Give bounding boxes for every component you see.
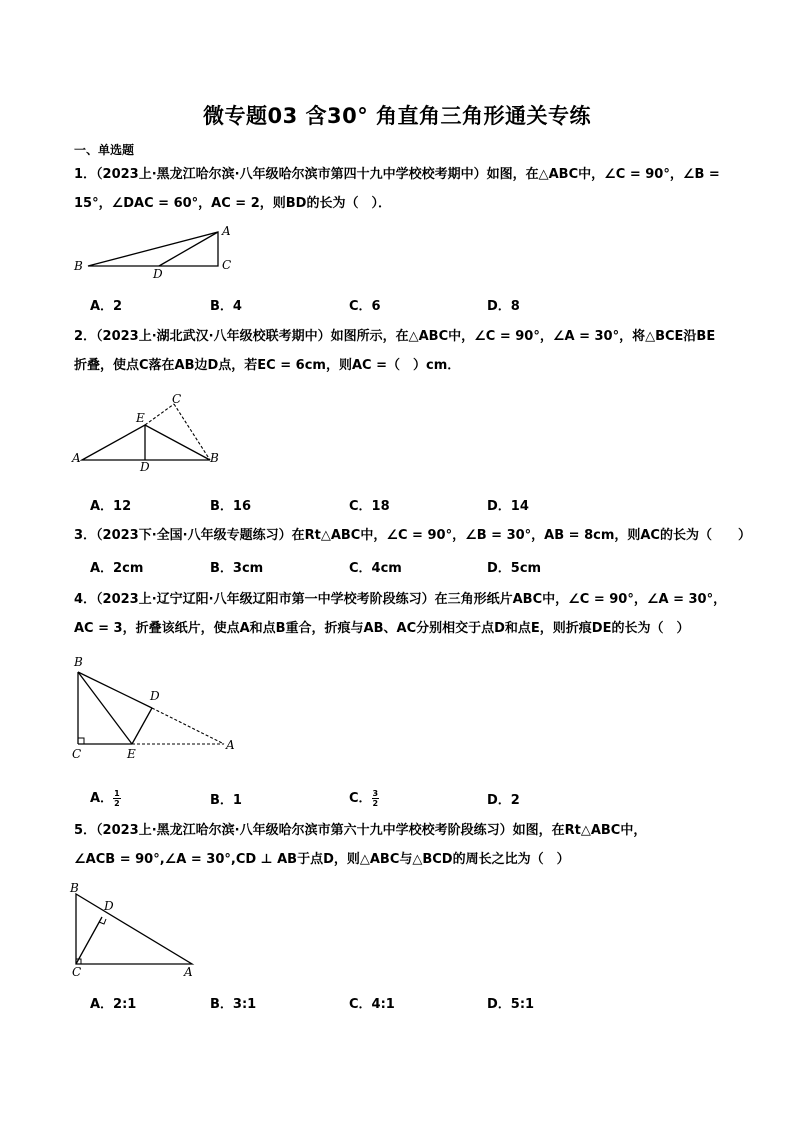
q5-label-d: D <box>104 899 114 913</box>
q4-label-d: D <box>150 689 160 703</box>
q4-label-e: E <box>127 747 136 761</box>
question-2-option-c: C．18 <box>349 499 390 514</box>
question-2-figure <box>70 392 230 474</box>
question-1-option-d: D．8 <box>487 299 520 314</box>
q2-label-c: C <box>172 392 182 406</box>
question-1-option-a: A．2 <box>90 299 123 314</box>
question-2-option-d: D．14 <box>487 499 529 514</box>
question-5-option-c: C．4:1 <box>349 997 395 1012</box>
q5-label-c: C <box>72 965 82 979</box>
section-heading: 一、单选题 <box>74 143 135 157</box>
question-5-line-2: ∠ACB = 90°,∠A = 30°,CD ⊥ AB于点D，则△ABC与△BCD的周长之比为（ ） <box>74 852 570 867</box>
q4-label-c: C <box>72 747 82 761</box>
question-4-option-c: C． $\frac{3}{2}$ <box>349 789 379 808</box>
q2-label-a: A <box>72 451 81 465</box>
question-4-option-b: B．1 <box>210 793 242 808</box>
question-4-figure <box>66 652 246 764</box>
question-4-line-1: 4．（2023上·辽宁辽阳·八年级辽阳市第一中学校考阶段练习）在三角形纸片ABC中，∠C = 90°，∠A = 30°， <box>74 592 727 607</box>
question-3-option-a: A．2cm <box>90 561 144 576</box>
question-5-figure <box>66 880 206 980</box>
question-5-option-b: B．3:1 <box>210 997 257 1012</box>
q5-label-b: B <box>70 881 79 895</box>
question-1-option-c: C．6 <box>349 299 381 314</box>
question-2-option-a: A．12 <box>90 499 132 514</box>
question-2-option-b: B．16 <box>210 499 251 514</box>
question-1-line-2: 15°，∠DAC = 60°，AC = 2，则BD的长为（ ）． <box>74 196 391 211</box>
page-title: 微专题03 含30° 角直角三角形通关专练 <box>202 104 592 128</box>
q1-label-d: D <box>153 267 163 278</box>
question-2-line-1: 2．（2023上·湖北武汉·八年级校联考期中）如图所示，在△ABC中，∠C = 90°，∠A = 30°，将△BCE沿BE <box>74 329 716 344</box>
question-5-option-a: A．2:1 <box>90 997 137 1012</box>
question-4-line-2: AC = 3，折叠该纸片，使点A和点B重合，折痕与AB、AC分别相交于点D和点E，则折痕DE的长为（ ） <box>74 621 690 636</box>
question-3-option-d: D．5cm <box>487 561 542 576</box>
question-3-option-b: B．3cm <box>210 561 264 576</box>
q4-label-b: B <box>74 655 83 669</box>
q5-label-a: A <box>184 965 193 979</box>
question-4-option-a: A． $\frac{1}{2}$ <box>90 789 120 808</box>
question-1-option-b: B．4 <box>210 299 242 314</box>
question-3-option-c: C．4cm <box>349 561 402 576</box>
fraction-one-half: $\frac{1}{2}$ <box>114 789 120 808</box>
question-4-option-d: D．2 <box>487 793 520 808</box>
question-2-line-2: 折叠，使点C落在AB边D点，若EC = 6cm，则AC =（ ）cm． <box>74 358 461 373</box>
q4-label-a: A <box>226 738 235 752</box>
question-5-line-1: 5．（2023上·黑龙江哈尔滨·八年级哈尔滨市第六十九中学校校考阶段练习）如图，在Rt△ABC中， <box>74 823 647 838</box>
question-3-line-1: 3．（2023下·全国·八年级专题练习）在Rt△ABC中，∠C = 90°，∠B = 30°，AB = 8cm，则AC的长为（ ） <box>74 528 751 543</box>
question-5-option-d: D．5:1 <box>487 997 535 1012</box>
q1-label-a: A <box>222 224 231 238</box>
q2-label-d: D <box>140 460 150 474</box>
q2-label-e: E <box>136 411 145 425</box>
question-1-figure <box>70 222 240 278</box>
fraction-three-halves: $\frac{3}{2}$ <box>372 789 379 808</box>
q1-label-c: C <box>222 258 232 272</box>
question-1-line-1: 1．（2023上·黑龙江哈尔滨·八年级哈尔滨市第四十九中学校校考期中）如图，在△ABC中，∠C = 90°，∠B = <box>74 167 720 182</box>
q2-label-b: B <box>210 451 219 465</box>
q1-label-b: B <box>74 259 83 273</box>
